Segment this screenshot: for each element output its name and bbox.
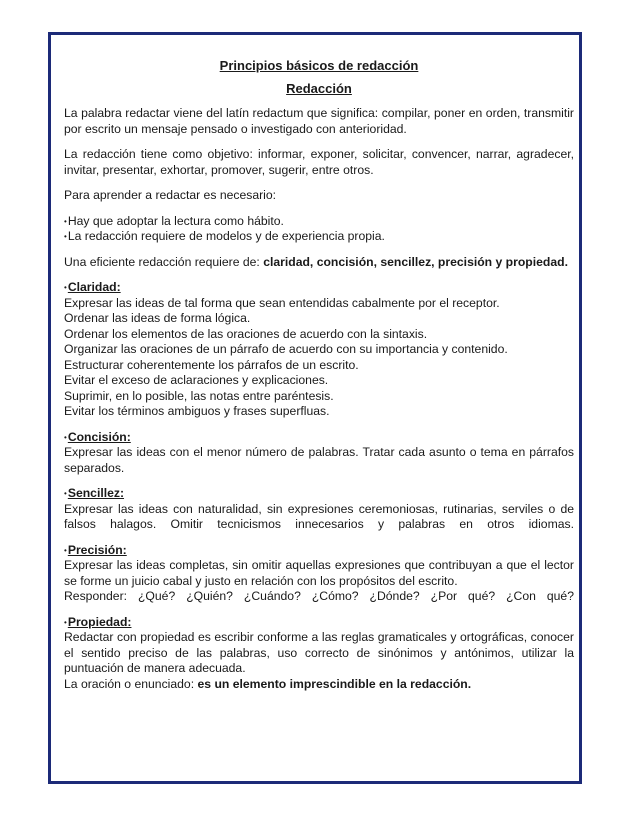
section-heading: Precisión:	[67, 542, 127, 557]
qualities-list: claridad, concisión, sencillez, precisión y propiedad.	[263, 254, 568, 269]
section-sencillez	[64, 486, 574, 533]
bullet-icon: •	[64, 232, 67, 242]
section-concision	[64, 430, 574, 477]
section-precision	[64, 543, 574, 605]
requirements-list	[64, 214, 574, 245]
learn-label: Para aprender a redactar es necesario:	[64, 188, 277, 202]
list-item: Organizar las oraciones de un párrafo de acuerdo con su importancia y contenido.	[64, 342, 508, 357]
section-text: Expresar las ideas completas, sin omitir aquellas expresiones que contribuyan a que el lector se forme un juicio cabal y justo en relación con los propósitos del escrito.	[64, 558, 574, 588]
final-sentence: La oración o enunciado: es un elemento imprescindible en la redacción.	[64, 676, 472, 691]
section-heading: Claridad:	[67, 280, 121, 295]
list-item: Evitar el exceso de aclaraciones y explicaciones.	[64, 373, 329, 388]
list-item: •La redacción requiere de modelos y de experiencia propia.	[64, 229, 385, 244]
list-item: Estructurar coherentemente los párrafos de un escrito.	[64, 357, 359, 372]
bullet-icon: •	[64, 432, 67, 442]
intro-paragraph: La palabra redactar viene del latín redactum que significa: compilar, poner en orden, transmitir por escrito un mensaje pensado o investigado con anterioridad.	[64, 106, 574, 136]
document-body	[64, 58, 574, 702]
section-heading: Propiedad:	[67, 614, 132, 629]
efficient-paragraph: Una eficiente redacción requiere de: claridad, concisión, sencillez, precisión y propiedad.	[64, 254, 568, 269]
list-item: Evitar los términos ambiguos y frases superfluas.	[64, 404, 330, 419]
objective-paragraph: La redacción tiene como objetivo: informar, exponer, solicitar, convencer, narrar, agradecer, invitar, presentar, exhortar, promover, sugerir, entre otros.	[64, 147, 574, 177]
section-heading: Sencillez:	[67, 486, 125, 501]
bullet-icon: •	[64, 489, 67, 499]
list-item: Ordenar las ideas de forma lógica.	[64, 311, 251, 326]
list-item: Expresar las ideas de tal forma que sean entendidas cabalmente por el receptor.	[64, 295, 500, 310]
section-text: Expresar las ideas con el menor número de palabras. Tratar cada asunto o tema en párrafos separados.	[64, 445, 574, 475]
document-title: Principios básicos de redacción	[219, 58, 419, 73]
list-item: •Hay que adoptar la lectura como hábito.	[64, 213, 284, 228]
section-claridad	[64, 280, 574, 420]
questions-line: Responder: ¿Qué? ¿Quién? ¿Cuándo? ¿Cómo? ¿Dónde? ¿Por qué? ¿Con qué?	[64, 589, 574, 604]
section-propiedad	[64, 615, 574, 693]
section-text: Expresar las ideas con naturalidad, sin expresiones ceremoniosas, rutinarias, serviles o de falsos halagos. Omitir tecnicismos innecesarios y palabras en otros idiomas.	[64, 501, 574, 532]
section-text: Redactar con propiedad es escribir conforme a las reglas gramaticales y ortográficas, conocer el sentido preciso de las palabras, uso correcto de sinónimos y antónimos, utilizar la puntuación de manera adecuada.	[64, 630, 574, 676]
bullet-icon: •	[64, 216, 67, 226]
bullet-icon: •	[64, 283, 67, 293]
list-item: Ordenar los elementos de las oraciones de acuerdo con la sintaxis.	[64, 326, 428, 341]
bullet-icon: •	[64, 545, 67, 555]
section-heading: Concisión:	[67, 429, 131, 444]
list-item: Suprimir, en lo posible, las notas entre paréntesis.	[64, 388, 334, 403]
document-subtitle: Redacción	[286, 80, 352, 96]
bullet-icon: •	[64, 617, 67, 627]
